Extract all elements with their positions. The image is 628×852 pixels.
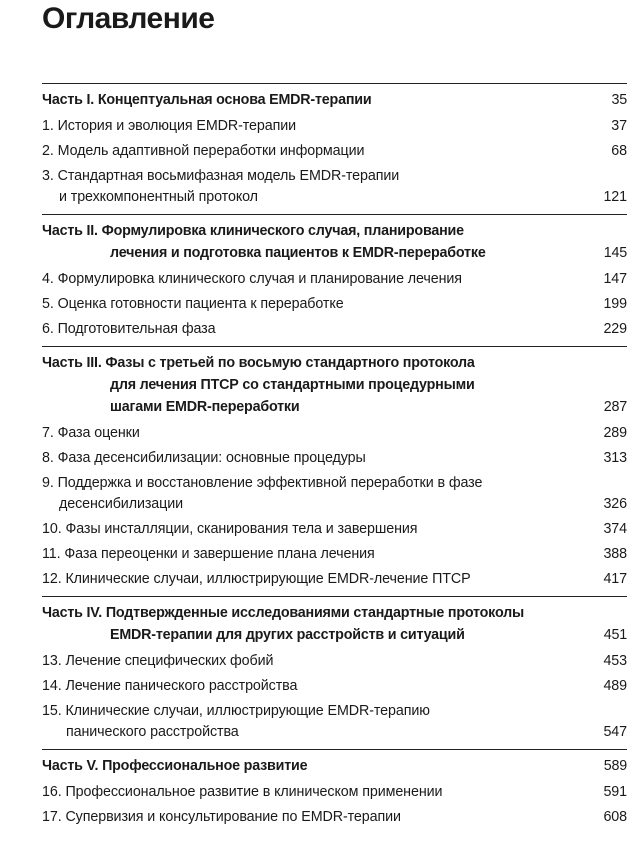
toc-part-2[interactable] (42, 215, 627, 267)
toc-chapter-5[interactable] (42, 292, 627, 317)
toc-chapter-9[interactable] (42, 471, 627, 517)
toc-chapter-17[interactable] (42, 805, 627, 830)
toc-chapter-7[interactable] (42, 421, 627, 446)
chapter-title: 2. Модель адаптивной переработки информации (42, 143, 365, 159)
chapter-title: 6. Подготовительная фаза (42, 321, 216, 337)
chapter-title: 14. Лечение панического расстройства (42, 678, 298, 694)
page-number: 35 (611, 92, 627, 108)
chapter-title: 3. Стандартная восьмифазная модель EMDR-терапии (42, 168, 400, 184)
toc-chapter-11[interactable] (42, 542, 627, 567)
toc-chapter-2[interactable] (42, 139, 627, 164)
chapter-title: 16. Профессиональное развитие в клиническом применении (42, 784, 443, 800)
toc-chapter-12[interactable] (42, 567, 627, 592)
page-number: 388 (603, 546, 627, 562)
part-title: Часть IV. Подтвержденные исследованиями стандартные протоколы (42, 605, 525, 621)
toc-part-3[interactable] (42, 347, 627, 421)
toc-chapter-4[interactable] (42, 267, 627, 292)
part-title: Часть III. Фазы с третьей по восьмую стандартного протокола (42, 355, 475, 371)
chapter-title: 11. Фаза переоценки и завершение плана лечения (42, 546, 375, 562)
page-number: 313 (603, 450, 627, 466)
page-number: 608 (603, 809, 627, 825)
chapter-title-continued: панического расстройства (66, 724, 239, 740)
part-title: Часть I. Концептуальная основа EMDR-терапии (42, 92, 372, 108)
chapter-title: 7. Фаза оценки (42, 425, 140, 441)
page-number: 68 (611, 143, 627, 159)
page-number: 289 (603, 425, 627, 441)
toc-chapter-16[interactable] (42, 780, 627, 805)
toc-chapter-13[interactable] (42, 649, 627, 674)
toc-chapter-15[interactable] (42, 699, 627, 745)
chapter-title: 9. Поддержка и восстановление эффективной переработки в фазе (42, 475, 483, 491)
page-number: 147 (603, 271, 627, 287)
toc-part-1[interactable] (42, 84, 627, 114)
chapter-title: 12. Клинические случаи, иллюстрирующие EMDR-лечение ПТСР (42, 571, 471, 587)
chapter-title: 10. Фазы инсталляции, сканирования тела и завершения (42, 521, 418, 537)
chapter-title: 5. Оценка готовности пациента к переработке (42, 296, 344, 312)
chapter-title-continued: и трехкомпонентный протокол (59, 189, 258, 205)
part-title: Часть V. Профессиональное развитие (42, 758, 308, 774)
toc-chapter-6[interactable] (42, 317, 627, 342)
toc-part-4[interactable] (42, 597, 627, 649)
toc-chapter-3[interactable] (42, 164, 627, 210)
toc-chapter-14[interactable] (42, 674, 627, 699)
chapter-title: 8. Фаза десенсибилизации: основные процедуры (42, 450, 366, 466)
toc-chapter-1[interactable] (42, 114, 627, 139)
page-number: 451 (603, 627, 627, 643)
page-number: 145 (603, 245, 627, 261)
chapter-title: 15. Клинические случаи, иллюстрирующие EMDR-терапию (42, 703, 430, 719)
page-number: 229 (603, 321, 627, 337)
page-number: 37 (611, 118, 627, 134)
page-number: 489 (603, 678, 627, 694)
page-number: 374 (603, 521, 627, 537)
chapter-title: 4. Формулировка клинического случая и планирование лечения (42, 271, 462, 287)
chapter-title: 1. История и эволюция EMDR-терапии (42, 118, 296, 134)
chapter-title: 17. Супервизия и консультирование по EMDR-терапии (42, 809, 401, 825)
page-number: 453 (603, 653, 627, 669)
page-number: 287 (603, 399, 627, 415)
part-title: Часть II. Формулировка клинического случая, планирование (42, 223, 464, 239)
toc-chapter-8[interactable] (42, 446, 627, 471)
toc-part-5[interactable] (42, 750, 627, 780)
part-title-continued: шагами EMDR-переработки (110, 399, 300, 415)
page-number: 591 (603, 784, 627, 800)
part-title-continued: лечения и подготовка пациентов к EMDR-переработке (110, 245, 486, 261)
toc-chapter-10[interactable] (42, 517, 627, 542)
chapter-title: 13. Лечение специфических фобий (42, 653, 274, 669)
table-of-contents (42, 83, 627, 830)
page-number: 326 (603, 496, 627, 512)
page-number: 417 (603, 571, 627, 587)
page-number: 121 (603, 189, 627, 205)
page-title: Оглавление (42, 2, 215, 35)
page-number: 199 (603, 296, 627, 312)
page-number: 589 (603, 758, 627, 774)
page-number: 547 (603, 724, 627, 740)
part-title-continued: EMDR-терапии для других расстройств и ситуаций (110, 627, 465, 643)
chapter-title-continued: десенсибилизации (59, 496, 183, 512)
part-title-continued: для лечения ПТСР со стандартными процедурными (110, 377, 475, 393)
